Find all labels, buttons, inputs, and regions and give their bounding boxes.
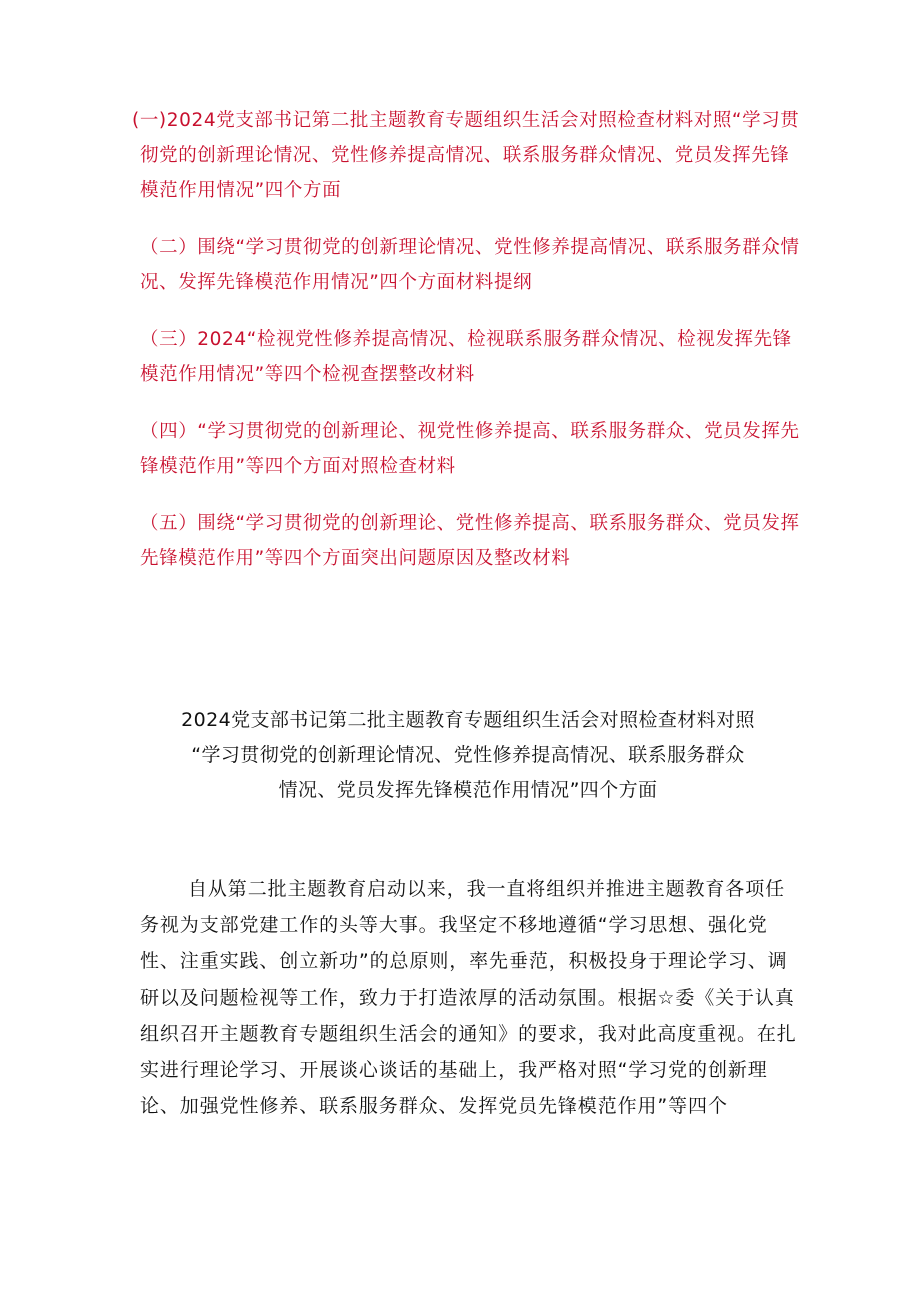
title-line-2: “学习贯彻党的创新理论情况、党性修养提高情况、联系服务群众 xyxy=(191,744,745,766)
toc-item-3[interactable]: （三）2024“检视党性修养提高情况、检视联系服务群众情况、检视发挥先锋模范作用情况”等四个检视查摆整改材料 xyxy=(140,329,792,385)
title-line-1: 2024党支部书记第二批主题教育专题组织生活会对照检查材料对照 xyxy=(181,709,755,731)
title-line-3: 情况、党员发挥先锋模范作用情况”四个方面 xyxy=(278,779,658,801)
toc-item-2[interactable]: （二）围绕“学习贯彻党的创新理论情况、党性修养提高情况、联系服务群众情况、发挥先锋模范作用情况”四个方面材料提纲 xyxy=(140,237,800,293)
body-paragraph-1: 自从第二批主题教育启动以来，我一直将组织并推进主题教育各项任务视为支部党建工作的头等大事。我坚定不移地遵循“学习思想、强化党性、注重实践、创立新功”的总原则，率先垂范，积极投身于理论学习、调研以及问题检视等工作，致力于打造浓厚的活动氛围。根据☆委《关于认真组织召开主题教育专题组织生活会的通知》的要求，我对此高度重视。在扎实进行理论学习、开展谈心谈话的基础上，我严格对照“学习党的创新理论、加强党性修养、联系服务群众、发挥党员先锋模范作用”等四个 xyxy=(140,878,797,1118)
toc-item-1[interactable]: (一)2024党支部书记第二批主题教育专题组织生活会对照检查材料对照“学习贯彻党的创新理论情况、党性修养提高情况、联系服务群众情况、党员发挥先锋模范作用情况”四个方面 xyxy=(132,110,800,201)
toc-item-4[interactable]: （四）“学习贯彻党的创新理论、视党性修养提高、联系服务群众、党员发挥先锋模范作用”等四个方面对照检查材料 xyxy=(140,421,800,477)
document-title xyxy=(138,703,798,808)
toc-item-5[interactable]: （五）围绕“学习贯彻党的创新理论、党性修养提高、联系服务群众、党员发挥先锋模范作用”等四个方面突出问题原因及整改材料 xyxy=(140,513,800,569)
table-of-contents xyxy=(132,103,800,598)
